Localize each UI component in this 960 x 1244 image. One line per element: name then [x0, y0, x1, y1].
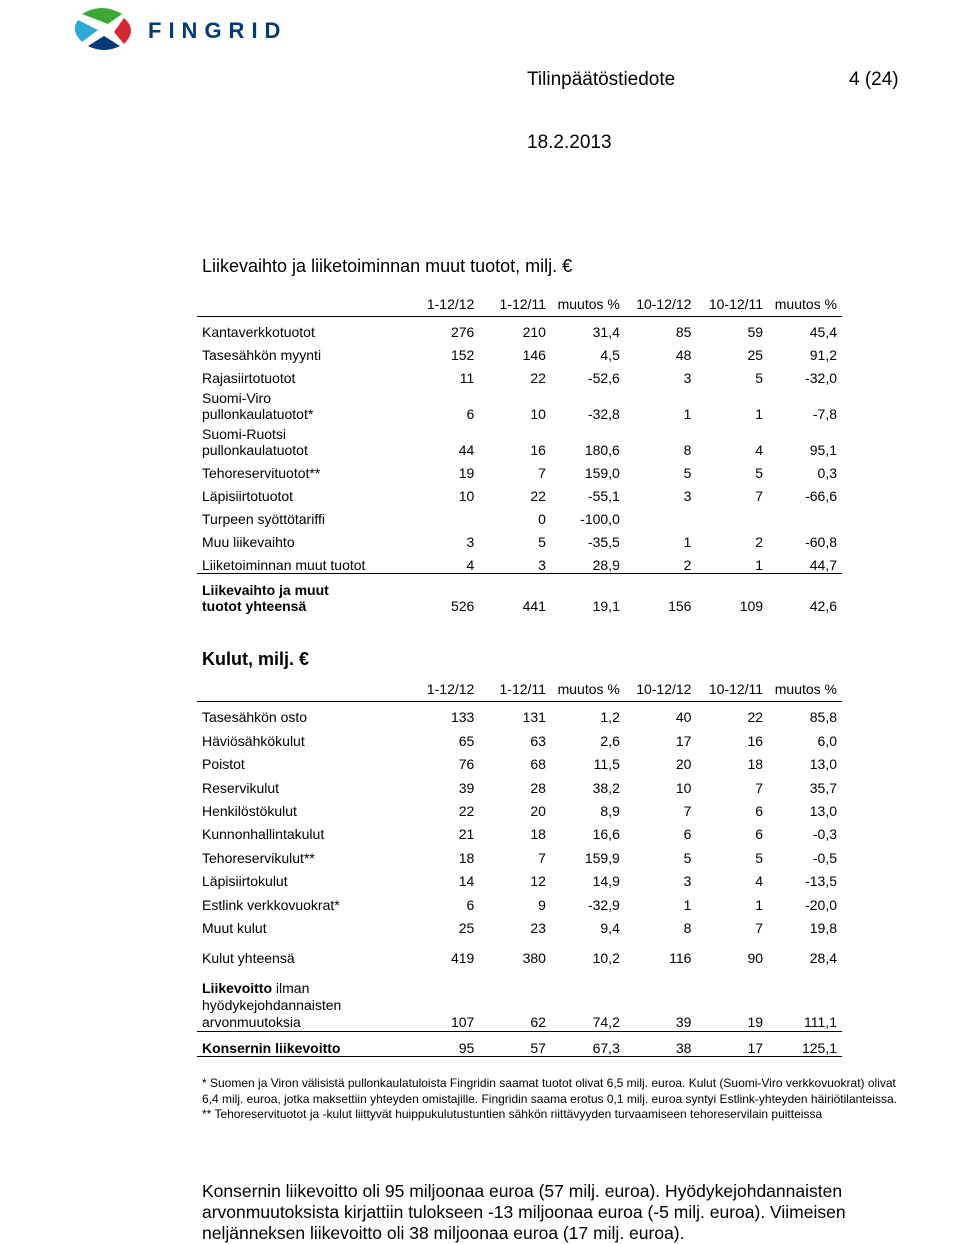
cell-value: 14,9	[592, 873, 620, 890]
cell-value: 0	[538, 511, 546, 527]
cell-value: 1	[755, 406, 764, 422]
row-label: Tasesähkön myynti	[202, 347, 322, 363]
row-label: Kulut yhteensä	[202, 949, 295, 966]
cell-value: 107	[408, 980, 480, 1032]
column-header: 10-12/12	[625, 292, 697, 317]
cell-value: 95	[408, 1031, 480, 1056]
table-row	[197, 317, 842, 341]
euro-sign: €	[299, 649, 310, 669]
cell-value: 42,6	[768, 574, 842, 615]
cell-value: -7,8	[812, 406, 837, 422]
table-row	[197, 749, 842, 772]
euro-sign: €	[562, 256, 573, 276]
cell-value	[696, 504, 768, 527]
cell-value: 159,0	[584, 465, 620, 481]
cell-value: 25	[458, 919, 475, 936]
table-row	[197, 796, 842, 819]
cell-value: 152	[450, 347, 475, 363]
cell-value: 16,6	[592, 826, 620, 843]
cell-value: 6	[466, 896, 475, 913]
table-row	[197, 702, 842, 726]
cell-value	[625, 504, 697, 527]
cell-value: 44,7	[809, 557, 837, 573]
cell-value: 91,2	[809, 347, 837, 363]
table-row	[197, 504, 842, 527]
cell-value: 28,4	[809, 949, 837, 966]
cell-value: 180,6	[584, 442, 620, 458]
row-label: Estlink verkkovuokrat*	[202, 896, 340, 913]
cell-value: 6,0	[817, 732, 837, 749]
cell-value: 4	[755, 442, 764, 458]
cell-value: 39	[458, 779, 475, 796]
page-number: 4 (24)	[849, 69, 899, 90]
total-row	[197, 574, 842, 615]
row-label: Liiketoiminnan muut tuotot	[202, 557, 366, 573]
cell-value: 8	[683, 919, 692, 936]
cell-value: 38,2	[592, 779, 620, 796]
cell-value: 44	[458, 442, 475, 458]
row-label: Henkilöstökulut	[202, 802, 297, 819]
cell-value: 7	[683, 802, 692, 819]
cell-value: 125,1	[768, 1031, 842, 1056]
cell-value: 20	[530, 802, 546, 819]
costs-table	[197, 677, 842, 1057]
table-row	[197, 772, 842, 795]
cell-value: 7	[538, 465, 546, 481]
row-label: Turpeen syöttötariffi	[202, 511, 325, 527]
row-label: Suomi-Ruotsi pullonkaulatuotot	[202, 426, 308, 458]
cell-value: 19	[458, 465, 475, 481]
cell-value: 9,4	[600, 919, 620, 936]
table-row	[197, 725, 842, 748]
logo-wordmark: FINGRID	[148, 18, 288, 43]
cell-value: 62	[479, 980, 551, 1032]
column-header: 1-12/12	[408, 677, 480, 702]
table-row	[197, 481, 842, 504]
cell-value: 68	[530, 756, 546, 773]
operating-profit-row	[197, 980, 842, 1032]
row-label: Reservikulut	[202, 779, 280, 796]
cell-value: 2	[755, 534, 764, 550]
fingrid-logo-mark	[68, 4, 148, 52]
document-title: Tilinpäätöstiedote	[527, 69, 676, 90]
cell-value: 1	[683, 896, 692, 913]
cell-value: 131	[522, 709, 546, 726]
cell-value: 16	[530, 442, 546, 458]
cell-value: 22	[530, 370, 546, 386]
cell-value: -32,8	[587, 406, 620, 422]
cell-value: 6	[755, 802, 764, 819]
table-header-row	[197, 292, 842, 317]
cell-value: 6	[755, 826, 764, 843]
cell-value: -0,5	[812, 849, 837, 866]
total-row	[197, 936, 842, 966]
cell-value: 7	[755, 919, 764, 936]
cell-value: 76	[458, 756, 475, 773]
row-label: Muut kulut	[202, 919, 267, 936]
cell-value: 5	[538, 534, 546, 550]
cell-value: 19,1	[551, 574, 625, 615]
footnote-1: * Suomen ja Viron välisistä pullonkaulatuloista Fingridin saamat tuotot olivat 6,5 milj. euroa. Kulut (Suomi-Viro verkkovuokrat) olivat 6,4 milj. euroa, jotka maksettiin yhteyden omistajille. Fingridin saama erotus 0,1 milj. euroa syntyi Estlink-yhteyden häiriötilanteissa.	[202, 1076, 897, 1106]
cell-value: 4	[466, 557, 475, 573]
cell-value: 18	[747, 756, 764, 773]
consolidated-profit-row	[197, 1031, 842, 1056]
cell-value: 85,8	[809, 709, 837, 726]
cell-value: 23	[530, 919, 546, 936]
table-row	[197, 422, 842, 458]
cell-value: 8,9	[600, 802, 620, 819]
cell-value: -32,9	[587, 896, 620, 913]
cell-value: 20	[675, 756, 692, 773]
document-date: 18.2.2013	[527, 132, 612, 153]
cell-value: 6	[466, 406, 475, 422]
cell-value: 7	[755, 779, 764, 796]
cell-value: 10,2	[592, 949, 620, 966]
cell-value: 19	[696, 980, 768, 1032]
cell-value: 13,0	[809, 802, 837, 819]
cell-value: 11	[459, 370, 475, 386]
cell-value: 5	[683, 465, 692, 481]
footnote-2: ** Tehoreservituotot ja -kulut liittyvät huippukulutustuntien sähkön riittävyyden turvaamiseen tehoreservilain puitteissa	[202, 1107, 823, 1121]
cell-value: 13,0	[809, 756, 837, 773]
cell-value: 7	[538, 849, 546, 866]
cell-value: 28,9	[592, 557, 620, 573]
cell-value: 63	[530, 732, 546, 749]
cell-value: 3	[538, 557, 546, 573]
table-row	[197, 889, 842, 912]
summary-paragraph: Konsernin liikevoitto oli 95 miljoonaa euroa (57 milj. euroa). Hyödykejohdannaisten arvonmuutoksista kirjattiin tulokseen -13 miljoonaa euroa (-5 milj. euroa). Viimeisen neljänneksen liikevoitto oli 38 miljoonaa euroa (17 milj. euroa).	[202, 1181, 846, 1243]
cell-value: 5	[755, 849, 764, 866]
row-label: Poistot	[202, 756, 245, 773]
column-header: 10-12/11	[696, 677, 768, 702]
column-header: muutos %	[551, 677, 625, 702]
cell-value	[408, 504, 480, 527]
cell-value: 35,7	[809, 779, 837, 796]
column-header: 1-12/11	[479, 292, 551, 317]
table-row	[197, 842, 842, 865]
cell-value: 28	[530, 779, 546, 796]
cell-value: -52,6	[587, 370, 620, 386]
cell-value: 441	[479, 574, 551, 615]
cell-value: 25	[747, 347, 764, 363]
table-row	[197, 550, 842, 574]
cell-value: 65	[458, 732, 475, 749]
row-label: Tehoreservituotot**	[202, 465, 321, 481]
cell-value: 10	[530, 406, 546, 422]
column-header: 10-12/11	[696, 292, 768, 317]
cell-value: 2,6	[600, 732, 620, 749]
cell-value: 8	[683, 442, 692, 458]
cell-value: 1	[755, 896, 764, 913]
cell-value: 10	[458, 488, 475, 504]
cell-value: 1,2	[600, 709, 620, 726]
revenue-table-title: Liikevaihto ja liiketoiminnan muut tuotot, milj. €	[202, 256, 573, 276]
row-label: Tehoreservikulut**	[202, 849, 315, 866]
table-row	[197, 340, 842, 363]
row-label: Kantaverkkotuotot	[202, 324, 315, 340]
cell-value: -66,6	[805, 488, 837, 504]
revenue-table	[197, 292, 842, 614]
cell-value: 210	[522, 324, 546, 340]
header-spacer	[197, 292, 408, 317]
cell-value: 67,3	[551, 1031, 625, 1056]
cell-value: 4,5	[600, 347, 620, 363]
column-header: 1-12/12	[408, 292, 480, 317]
cell-value: -35,5	[587, 534, 620, 550]
row-label: Liikevaihto ja muut tuotot yhteensä	[197, 574, 408, 615]
table-row	[197, 527, 842, 550]
cell-value: 17	[675, 732, 692, 749]
cell-value	[768, 504, 842, 527]
cell-value: 5	[755, 465, 764, 481]
cell-value: 11,5	[593, 756, 620, 773]
table-row	[197, 386, 842, 422]
cell-value: 3	[683, 370, 692, 386]
cell-value: 22	[747, 709, 764, 726]
table-row	[197, 458, 842, 481]
cell-value: -55,1	[587, 488, 620, 504]
cell-value: 74,2	[551, 980, 625, 1032]
cell-value: 5	[683, 849, 692, 866]
cell-value: 21	[458, 826, 475, 843]
cell-value: 18	[458, 849, 475, 866]
cell-value: 22	[458, 802, 475, 819]
cell-value: 419	[450, 949, 475, 966]
cell-value: -60,8	[805, 534, 837, 550]
cell-value: 12	[530, 873, 546, 890]
cell-value: 156	[625, 574, 697, 615]
cell-value: -20,0	[805, 896, 837, 913]
column-header: muutos %	[768, 292, 842, 317]
table-row	[197, 819, 842, 842]
row-label: Läpisiirtokulut	[202, 873, 288, 890]
cell-value: 116	[669, 949, 692, 966]
cell-value: 95,1	[809, 442, 837, 458]
cell-value: 40	[675, 709, 692, 726]
cell-value: 1	[683, 406, 692, 422]
column-header: muutos %	[768, 677, 842, 702]
row-label: Tasesähkön osto	[202, 709, 308, 726]
row-label: Häviösähkökulut	[202, 732, 305, 749]
cell-value: 380	[522, 949, 546, 966]
cell-value: 45,4	[809, 324, 837, 340]
cell-value: 3	[683, 873, 692, 890]
header-spacer	[197, 677, 408, 702]
cell-value: 109	[696, 574, 768, 615]
cell-value: -0,3	[812, 826, 837, 843]
cell-value: 17	[696, 1031, 768, 1056]
cell-value: 6	[683, 826, 692, 843]
cell-value: 159,9	[584, 849, 620, 866]
cell-value: -100,0	[580, 511, 620, 527]
cell-value: 111,1	[768, 980, 842, 1032]
cell-value: 22	[530, 488, 546, 504]
table-row	[197, 913, 842, 936]
row-label: Liikevoitto ilman hyödykejohdannaisten arvonmuutoksia	[197, 980, 408, 1032]
footnotes	[202, 1076, 902, 1123]
row-label: Muu liikevaihto	[202, 534, 295, 550]
cell-value: 1	[683, 534, 692, 550]
row-label: Konsernin liikevoitto	[197, 1031, 408, 1056]
row-label: Rajasiirtotuotot	[202, 370, 296, 386]
cell-value: 85	[675, 324, 692, 340]
cell-value: 9	[538, 896, 546, 913]
cell-value: 10	[675, 779, 692, 796]
row-label: Läpisiirtotuotot	[202, 488, 294, 504]
cell-value: 39	[625, 980, 697, 1032]
cell-value: 38	[625, 1031, 697, 1056]
column-header: 1-12/11	[479, 677, 551, 702]
cell-value: 4	[755, 873, 764, 890]
cell-value: 3	[466, 534, 475, 550]
cell-value: 16	[747, 732, 764, 749]
cell-value: -32,0	[805, 370, 837, 386]
table-row	[197, 363, 842, 386]
column-header: 10-12/12	[625, 677, 697, 702]
cell-value: 57	[479, 1031, 551, 1056]
cell-value: 133	[450, 709, 475, 726]
cell-value: 146	[522, 347, 546, 363]
cell-value: 0,3	[817, 465, 837, 481]
row-label: Suomi-Viro pullonkaulatuotot*	[202, 390, 314, 422]
cell-value: 59	[747, 324, 764, 340]
cell-value: 48	[675, 347, 692, 363]
cell-value: -13,5	[805, 873, 837, 890]
cell-value: 19,8	[809, 919, 837, 936]
cell-value: 526	[408, 574, 480, 615]
table-row	[197, 866, 842, 889]
cell-value: 18	[530, 826, 546, 843]
column-header: muutos %	[551, 292, 625, 317]
cell-value: 31,4	[592, 324, 620, 340]
cell-value: 1	[755, 557, 764, 573]
cell-value: 7	[755, 488, 764, 504]
table-header-row	[197, 677, 842, 702]
cell-value: 90	[747, 949, 764, 966]
costs-table-title: Kulut, milj. €	[202, 649, 310, 669]
row-label: Kunnonhallintakulut	[202, 826, 325, 843]
cell-value: 5	[755, 370, 764, 386]
cell-value: 2	[683, 557, 692, 573]
cell-value: 276	[450, 324, 475, 340]
spacer-row	[197, 966, 842, 980]
cell-value: 3	[683, 488, 692, 504]
cell-value: 14	[458, 873, 475, 890]
